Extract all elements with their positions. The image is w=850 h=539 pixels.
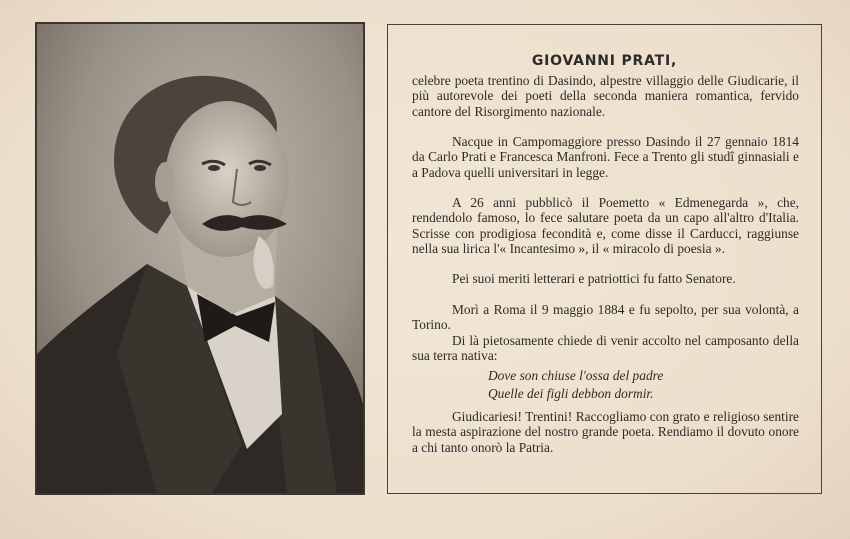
paragraph-works: A 26 anni pubblicò il Poemetto « Edmenegarda », che, rendendolo famoso, lo fece salutare poeta da un capo all'altro d'Italia. Scrisse con prodigiosa fecondità e, come disse il Carducci, raggiunse nella sua lirica l'« Incantesimo », il « miracolo di poesia ». (412, 195, 799, 257)
verse-line: Quelle dei figli debbon dormir. (488, 386, 654, 401)
verse-line: Dove son chiuse l'ossa del padre (488, 368, 664, 383)
page-title: GIOVANNI PRATI, (531, 53, 678, 69)
paragraph-birth: Nacque in Campomaggiore presso Dasindo il 27 gennaio 1814 da Carlo Prati e Francesca Manfroni. Fece a Trento gli studî ginnasiali e a Padova quelli universitari in legge. (412, 134, 799, 180)
paragraph-request: Di là pietosamente chiede di venir accolto nel camposanto della sua terra nativa: (412, 333, 799, 364)
paragraph-closing: Giudicariesi! Trentini! Raccogliamo con grato e religioso sentire la mesta aspirazione del nostro grande poeta. Rendiamo il dovuto onore a chi tanto onorò la Patria. (412, 409, 799, 455)
paragraph-intro: celebre poeta trentino di Dasindo, alpestre villaggio delle Giudicarie, il più autorevole dei poeti della seconda maniera romantica, fervido cantore del Risorgimento nazionale. (412, 73, 799, 119)
portrait-photo (35, 22, 365, 495)
biography-panel (387, 24, 822, 494)
paragraph-senator: Pei suoi meriti letterari e patriottici fu fatto Senatore. (452, 271, 736, 286)
paragraph-death: Morì a Roma il 9 maggio 1884 e fu sepolto, per sua volontà, a Torino. (412, 302, 799, 333)
